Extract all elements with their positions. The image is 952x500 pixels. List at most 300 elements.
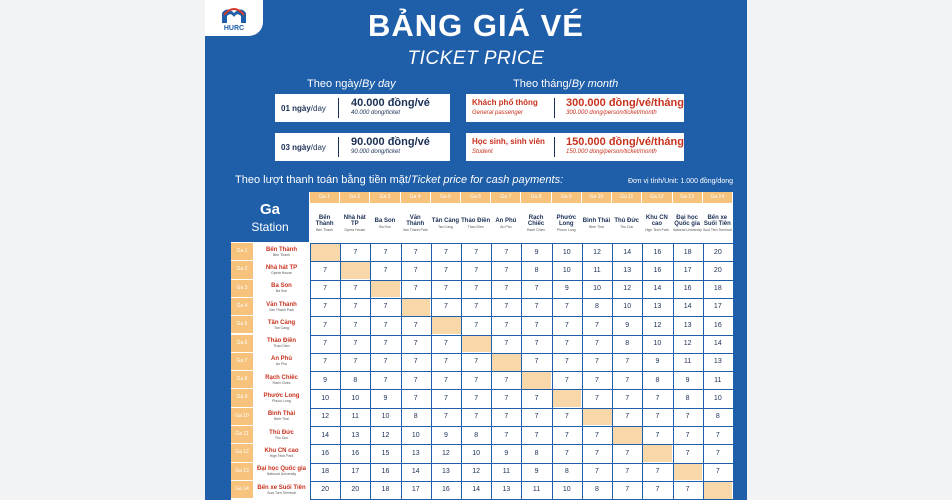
grid-line [703, 243, 704, 499]
row-station [253, 280, 310, 297]
fare-cell: 7 [504, 285, 509, 293]
column-station-en: Opera House [344, 227, 366, 232]
logo-brand-text: HURC [223, 25, 245, 32]
fare-cell: 7 [504, 248, 509, 256]
fare-cell: 7 [625, 358, 630, 366]
row-code: Ga 2 [231, 261, 253, 278]
fare-cell: 14 [411, 468, 420, 476]
fare-cell: 9 [655, 358, 660, 366]
row-station [253, 444, 310, 461]
column-station-en: Phuoc Long [556, 227, 576, 232]
column-code: Ga 11 [612, 192, 641, 203]
row-station-name: Nhà hát TP [265, 264, 298, 271]
fare-cell [462, 335, 491, 352]
column-code: Ga 7 [491, 192, 520, 203]
ga-header [231, 192, 309, 242]
column-code: Ga 10 [582, 192, 611, 203]
fare-cell: 7 [655, 413, 660, 421]
fare-cell: 13 [411, 449, 420, 457]
fare-cell: 10 [472, 449, 481, 457]
grid-line [673, 243, 674, 499]
fare-cell: 7 [474, 321, 479, 329]
fare-cell [341, 262, 370, 279]
month-card-general-price-en: 300.000 dong/person/ticket/month [566, 110, 657, 116]
row-station-name: Tân Cảng [267, 319, 296, 326]
fare-cell: 7 [383, 248, 388, 256]
column-code: Ga 6 [461, 192, 490, 203]
fare-cell: 11 [683, 358, 692, 366]
column-station-en: Suoi Tien Terminal [702, 227, 732, 232]
fare-cell [401, 298, 430, 315]
column-station-en: Ben Thanh [316, 227, 334, 232]
row-station-en: High Tech Park [269, 453, 294, 458]
fare-cell: 17 [411, 486, 420, 494]
fare-cell: 10 [351, 394, 360, 402]
column-code: Ga 8 [521, 192, 550, 203]
column-station [431, 204, 460, 242]
row-station-en: Thao Dien [273, 344, 290, 349]
day-card-1-price: 40.000 đồng/vé [351, 97, 430, 109]
grid-line [370, 243, 371, 499]
fare-cell: 7 [595, 468, 599, 476]
row-station [253, 261, 310, 278]
page-title: BẢNG GIÁ VÉ [368, 8, 584, 43]
fare-cell: 15 [381, 449, 390, 457]
unit-note: Đơn vị tính/Unit: 1.000 đồng/dong [628, 178, 733, 185]
fare-cell: 7 [383, 303, 388, 311]
fare-cell: 7 [323, 285, 328, 293]
fare-cell: 7 [504, 321, 509, 329]
column-station-en: Van Thanh Park [402, 227, 428, 232]
fare-cell: 7 [413, 266, 418, 274]
fare-cell: 7 [534, 431, 539, 439]
row-station-en: Tan Cang [274, 325, 289, 330]
day-card-1 [275, 94, 450, 122]
fare-cell: 14 [321, 431, 329, 439]
column-station-name: Khu CN cao [645, 214, 668, 227]
fare-cell: 7 [564, 340, 569, 347]
fare-cell: 7 [625, 449, 630, 457]
fare-cell: 7 [625, 394, 630, 402]
row-station [253, 335, 310, 352]
fare-cell: 7 [534, 340, 539, 347]
fare-cell: 7 [534, 394, 539, 402]
column-station-name: Nhà hát TP [343, 214, 366, 227]
grid-line [431, 243, 432, 499]
grid-line [612, 243, 613, 499]
column-station-en: Rach Chiec [527, 227, 546, 232]
fare-cell: 7 [474, 248, 479, 256]
grid-line [401, 243, 402, 499]
fare-cell [582, 408, 611, 425]
fare-cell: 7 [715, 449, 720, 457]
card-divider [554, 98, 555, 118]
fare-cell: 14 [653, 285, 662, 293]
day-card-1-price-en: 40.000 dong/ticket [351, 110, 401, 116]
fare-cell: 7 [534, 303, 539, 311]
card-divider [338, 137, 339, 157]
fare-cell: 7 [715, 431, 720, 439]
fare-cell: 7 [655, 394, 660, 402]
row-station-name: Ba Son [271, 283, 292, 290]
column-station-en: An Phu [500, 224, 512, 229]
fare-cell: 12 [623, 285, 632, 293]
fare-cell: 9 [323, 376, 328, 384]
cash-heading-vi: Theo lượt thanh toán bằng tiền mặt/ [235, 174, 412, 186]
fare-cell: 7 [504, 340, 509, 347]
fare-cell: 16 [653, 266, 662, 274]
fare-cell: 7 [564, 321, 569, 329]
row-station-en: Van Thanh Park [269, 307, 294, 312]
month-card-general-label-en: General passenger [472, 110, 524, 116]
row-station [253, 243, 310, 260]
row-station-en: Ben Thanh [272, 252, 291, 257]
column-code: Ga 9 [552, 192, 581, 203]
month-card-student-price: 150.000 đồng/vé/tháng [566, 136, 684, 148]
fare-cell: 9 [443, 431, 448, 439]
fare-cell: 7 [685, 486, 690, 494]
fare-cell: 7 [474, 266, 479, 274]
fare-cell: 10 [321, 394, 329, 402]
fare-cell: 18 [683, 248, 692, 256]
fare-cell: 7 [625, 413, 630, 421]
fare-cell: 8 [534, 449, 539, 457]
fare-cell: 7 [383, 266, 388, 274]
fare-cell: 18 [713, 285, 722, 293]
fare-cell: 7 [383, 358, 388, 366]
ga-subtitle: Station [251, 220, 289, 234]
fare-cell: 7 [383, 376, 388, 384]
month-card-general-price: 300.000 đồng/vé/tháng [566, 97, 684, 109]
row-station [253, 481, 310, 498]
by-month-heading-en: By month [571, 78, 619, 90]
column-station-name: Bến xe Suối Tiên [703, 214, 731, 227]
fare-cell: 16 [683, 285, 692, 293]
fare-cell: 7 [323, 340, 328, 347]
column-station-en: Thao Dien [467, 224, 484, 229]
row-code: Ga 14 [231, 481, 253, 498]
fare-cell: 7 [564, 431, 569, 439]
row-station [253, 426, 310, 443]
fare-cell: 7 [685, 413, 690, 421]
fare-cell: 16 [381, 468, 390, 476]
column-station-en: Thu Duc [620, 224, 634, 229]
fare-cell: 12 [653, 321, 662, 329]
fare-cell: 13 [713, 358, 722, 366]
fare-cell [371, 280, 400, 297]
fare-cell [522, 372, 551, 389]
column-code: Ga 3 [370, 192, 399, 203]
day-card-2 [275, 133, 450, 161]
fare-cell: 12 [593, 248, 601, 256]
row-station-name: Khu CN cao [264, 447, 299, 454]
fare-cell: 7 [625, 376, 630, 384]
month-card-student [466, 133, 684, 161]
column-station-name: Ba Son [374, 217, 396, 224]
fare-cell: 7 [383, 340, 388, 347]
cash-heading-en: Ticket price for cash payments: [411, 174, 564, 186]
fare-cell: 8 [655, 376, 660, 384]
column-station-name: Đại học Quốc gia [674, 214, 700, 227]
fare-cell: 13 [623, 266, 632, 274]
fare-cell: 7 [655, 486, 660, 494]
row-station-name: Bến xe Suối Tiên [257, 484, 306, 491]
row-code: Ga 11 [231, 426, 253, 443]
fare-cell: 13 [442, 468, 450, 476]
row-station-en: Suoi Tien Terminal [267, 490, 296, 495]
fare-cell [673, 463, 702, 480]
day-card-2-price: 90.000 đồng/vé [351, 136, 430, 148]
fare-cell: 20 [351, 486, 360, 494]
row-station-name: Phước Long [263, 393, 300, 400]
column-code: Ga 1 [310, 192, 339, 203]
column-station [552, 204, 581, 242]
fare-cell: 9 [534, 468, 539, 476]
grid-line [642, 243, 643, 499]
fare-cell: 9 [383, 394, 388, 402]
row-code: Ga 5 [231, 316, 253, 333]
grid-line [733, 243, 734, 499]
column-station [370, 204, 399, 242]
fare-cell: 8 [595, 486, 599, 494]
month-card-student-label: Học sinh, sinh viên [472, 137, 545, 146]
fare-cell: 7 [413, 340, 418, 347]
fare-cell: 7 [504, 431, 509, 439]
fare-cell: 8 [564, 468, 569, 476]
fare-cell: 12 [321, 413, 329, 421]
fare-cell: 7 [353, 340, 358, 347]
fare-cell: 16 [442, 486, 450, 494]
fare-cell: 7 [323, 303, 328, 311]
column-station [310, 204, 339, 242]
fare-cell: 10 [562, 266, 571, 274]
column-station-en: National University [672, 227, 702, 232]
column-station [340, 204, 369, 242]
row-station [253, 389, 310, 406]
column-station-name: An Phú [495, 217, 517, 224]
fare-cell: 8 [474, 431, 479, 439]
fare-cell: 9 [685, 376, 690, 384]
fare-cell: 17 [683, 266, 692, 274]
column-code: Ga 2 [340, 192, 369, 203]
fare-cell: 9 [504, 449, 509, 457]
fare-cell: 16 [713, 321, 722, 329]
fare-cell: 8 [715, 413, 720, 421]
fare-cell: 14 [713, 340, 722, 347]
row-station-name: Đại học Quốc gia [256, 466, 306, 473]
fare-cell [613, 427, 642, 444]
fare-cell: 7 [685, 449, 690, 457]
row-code: Ga 1 [231, 243, 253, 260]
fare-cell: 12 [472, 468, 481, 476]
page-subtitle: TICKET PRICE [407, 48, 545, 69]
row-station-en: Ba Son [275, 289, 288, 294]
fare-cell: 17 [351, 468, 360, 476]
row-station-name: Bình Thái [267, 411, 296, 418]
fare-cell: 7 [534, 321, 539, 329]
row-station-name: Thủ Đức [269, 429, 294, 436]
fare-cell: 7 [443, 285, 448, 293]
fare-cell: 7 [595, 321, 599, 329]
fare-cell: 7 [474, 376, 479, 384]
fare-cell: 7 [564, 449, 569, 457]
fare-cell: 11 [351, 413, 359, 421]
row-station-name: Thảo Điền [266, 338, 296, 345]
column-station [673, 204, 702, 242]
fare-cell: 16 [351, 449, 360, 457]
column-station-en: Ba Son [379, 224, 391, 229]
column-code: Ga 13 [673, 192, 702, 203]
fare-cell: 7 [595, 431, 599, 439]
column-station [612, 204, 641, 242]
row-station-name: Rạch Chiếc [265, 374, 298, 381]
fare-cell: 7 [595, 358, 599, 366]
fare-cell: 7 [353, 248, 358, 256]
fare-cell: 7 [443, 394, 448, 402]
fare-cell: 8 [625, 340, 630, 347]
column-station-name: Thủ Đức [614, 217, 640, 224]
fare-cell: 14 [683, 303, 692, 311]
fare-cell: 7 [564, 413, 569, 421]
row-code: Ga 3 [231, 280, 253, 297]
grid-line [521, 243, 522, 499]
fare-cell: 7 [443, 413, 448, 421]
fare-cell: 7 [323, 266, 328, 274]
row-station [253, 463, 310, 480]
cash-heading [235, 174, 563, 186]
grid-line [552, 243, 553, 499]
fare-cell [311, 244, 340, 261]
fare-cell: 10 [562, 486, 571, 494]
fare-cell: 7 [443, 303, 448, 311]
fare-cell: 11 [502, 468, 510, 476]
fare-cell: 16 [321, 449, 329, 457]
fare-cell: 8 [685, 394, 690, 402]
fare-cell: 7 [413, 248, 418, 256]
fare-cell: 7 [625, 468, 630, 476]
fare-cell: 7 [534, 413, 539, 421]
by-month-heading-vi: Theo tháng/ [513, 78, 572, 90]
fare-cell [492, 353, 521, 370]
row-station-en: Binh Thai [274, 417, 289, 422]
fare-cell: 10 [713, 394, 722, 402]
column-station [461, 204, 490, 242]
grid-line [461, 243, 462, 499]
fare-cell: 7 [564, 376, 569, 384]
day-card-1-label: 01 ngày /day [281, 103, 326, 113]
column-station-name: Bến Thành [315, 214, 334, 227]
fare-cell: 10 [381, 413, 390, 421]
fare-cell: 7 [715, 468, 720, 476]
fare-cell: 7 [474, 413, 479, 421]
fare-cell: 11 [593, 266, 601, 274]
column-station-name: Bình Thái [582, 217, 611, 224]
card-divider [338, 98, 339, 118]
fare-cell: 14 [472, 486, 481, 494]
row-station [253, 316, 310, 333]
fare-cell: 7 [474, 358, 479, 366]
fare-cell: 7 [323, 358, 328, 366]
month-card-student-label-en: Student [472, 149, 493, 155]
fare-cell: 7 [534, 285, 539, 293]
by-day-heading-en: By day [362, 78, 396, 90]
fare-cell: 7 [595, 340, 599, 347]
row-station [253, 353, 310, 370]
fare-cell: 8 [413, 413, 418, 421]
row-code: Ga 8 [231, 371, 253, 388]
fare-cell [552, 390, 581, 407]
fare-cell: 10 [623, 303, 632, 311]
column-station [582, 204, 611, 242]
column-station-name: Văn Thánh [406, 214, 425, 227]
fare-cell: 20 [321, 486, 329, 494]
column-code: Ga 14 [703, 192, 732, 203]
fare-cell: 14 [623, 248, 632, 256]
column-station-name: Phước Long [556, 214, 577, 227]
fare-cell: 10 [562, 248, 571, 256]
fare-cell: 12 [381, 431, 390, 439]
fare-table [231, 192, 733, 500]
fare-cell: 7 [504, 413, 509, 421]
fare-cell: 12 [442, 449, 450, 457]
month-card-general [466, 94, 684, 122]
fare-cell [643, 445, 672, 462]
column-code: Ga 4 [401, 192, 430, 203]
fare-cell: 16 [653, 248, 662, 256]
fare-cell: 8 [595, 303, 599, 311]
row-station-en: Thu Duc [274, 435, 289, 440]
row-station-name: Bến Thành [266, 246, 297, 253]
column-station-name: Tân Cảng [431, 217, 460, 224]
fare-cell: 7 [443, 376, 448, 384]
fare-cell: 13 [683, 321, 692, 329]
row-code: Ga 12 [231, 444, 253, 461]
column-station-name: Rạch Chiếc [527, 214, 545, 227]
month-card-general-label: Khách phổ thông [472, 98, 538, 107]
fare-cell: 7 [504, 303, 509, 311]
fare-cell: 7 [353, 321, 358, 329]
fare-cell: 10 [411, 431, 420, 439]
row-station-name: Văn Thánh [266, 301, 297, 308]
row-station-en: An Phu [275, 362, 288, 367]
column-station [642, 204, 671, 242]
fare-cell: 7 [474, 303, 479, 311]
day-card-2-label: 03 ngày /day [281, 142, 326, 152]
fare-cell: 9 [625, 321, 630, 329]
fare-cell: 10 [593, 285, 601, 293]
fare-cell: 13 [653, 303, 662, 311]
fare-cell: 7 [504, 266, 509, 274]
fare-cell [431, 317, 460, 334]
row-station-en: National University [266, 472, 297, 477]
fare-cell: 10 [653, 340, 662, 347]
fare-cell: 13 [351, 431, 360, 439]
row-station-name: An Phú [271, 356, 292, 363]
card-divider [554, 137, 555, 157]
column-station-name: Thảo Điền [461, 217, 491, 224]
fare-cell: 7 [413, 321, 418, 329]
fare-cell: 7 [413, 285, 418, 293]
row-station [253, 298, 310, 315]
fare-cell: 7 [564, 303, 569, 311]
by-day-heading [307, 78, 396, 90]
fare-cell: 7 [595, 449, 599, 457]
row-station [253, 408, 310, 425]
row-code: Ga 10 [231, 408, 253, 425]
ticket-price-poster [205, 0, 747, 500]
fare-cell: 7 [474, 394, 479, 402]
fare-cell: 7 [504, 376, 509, 384]
